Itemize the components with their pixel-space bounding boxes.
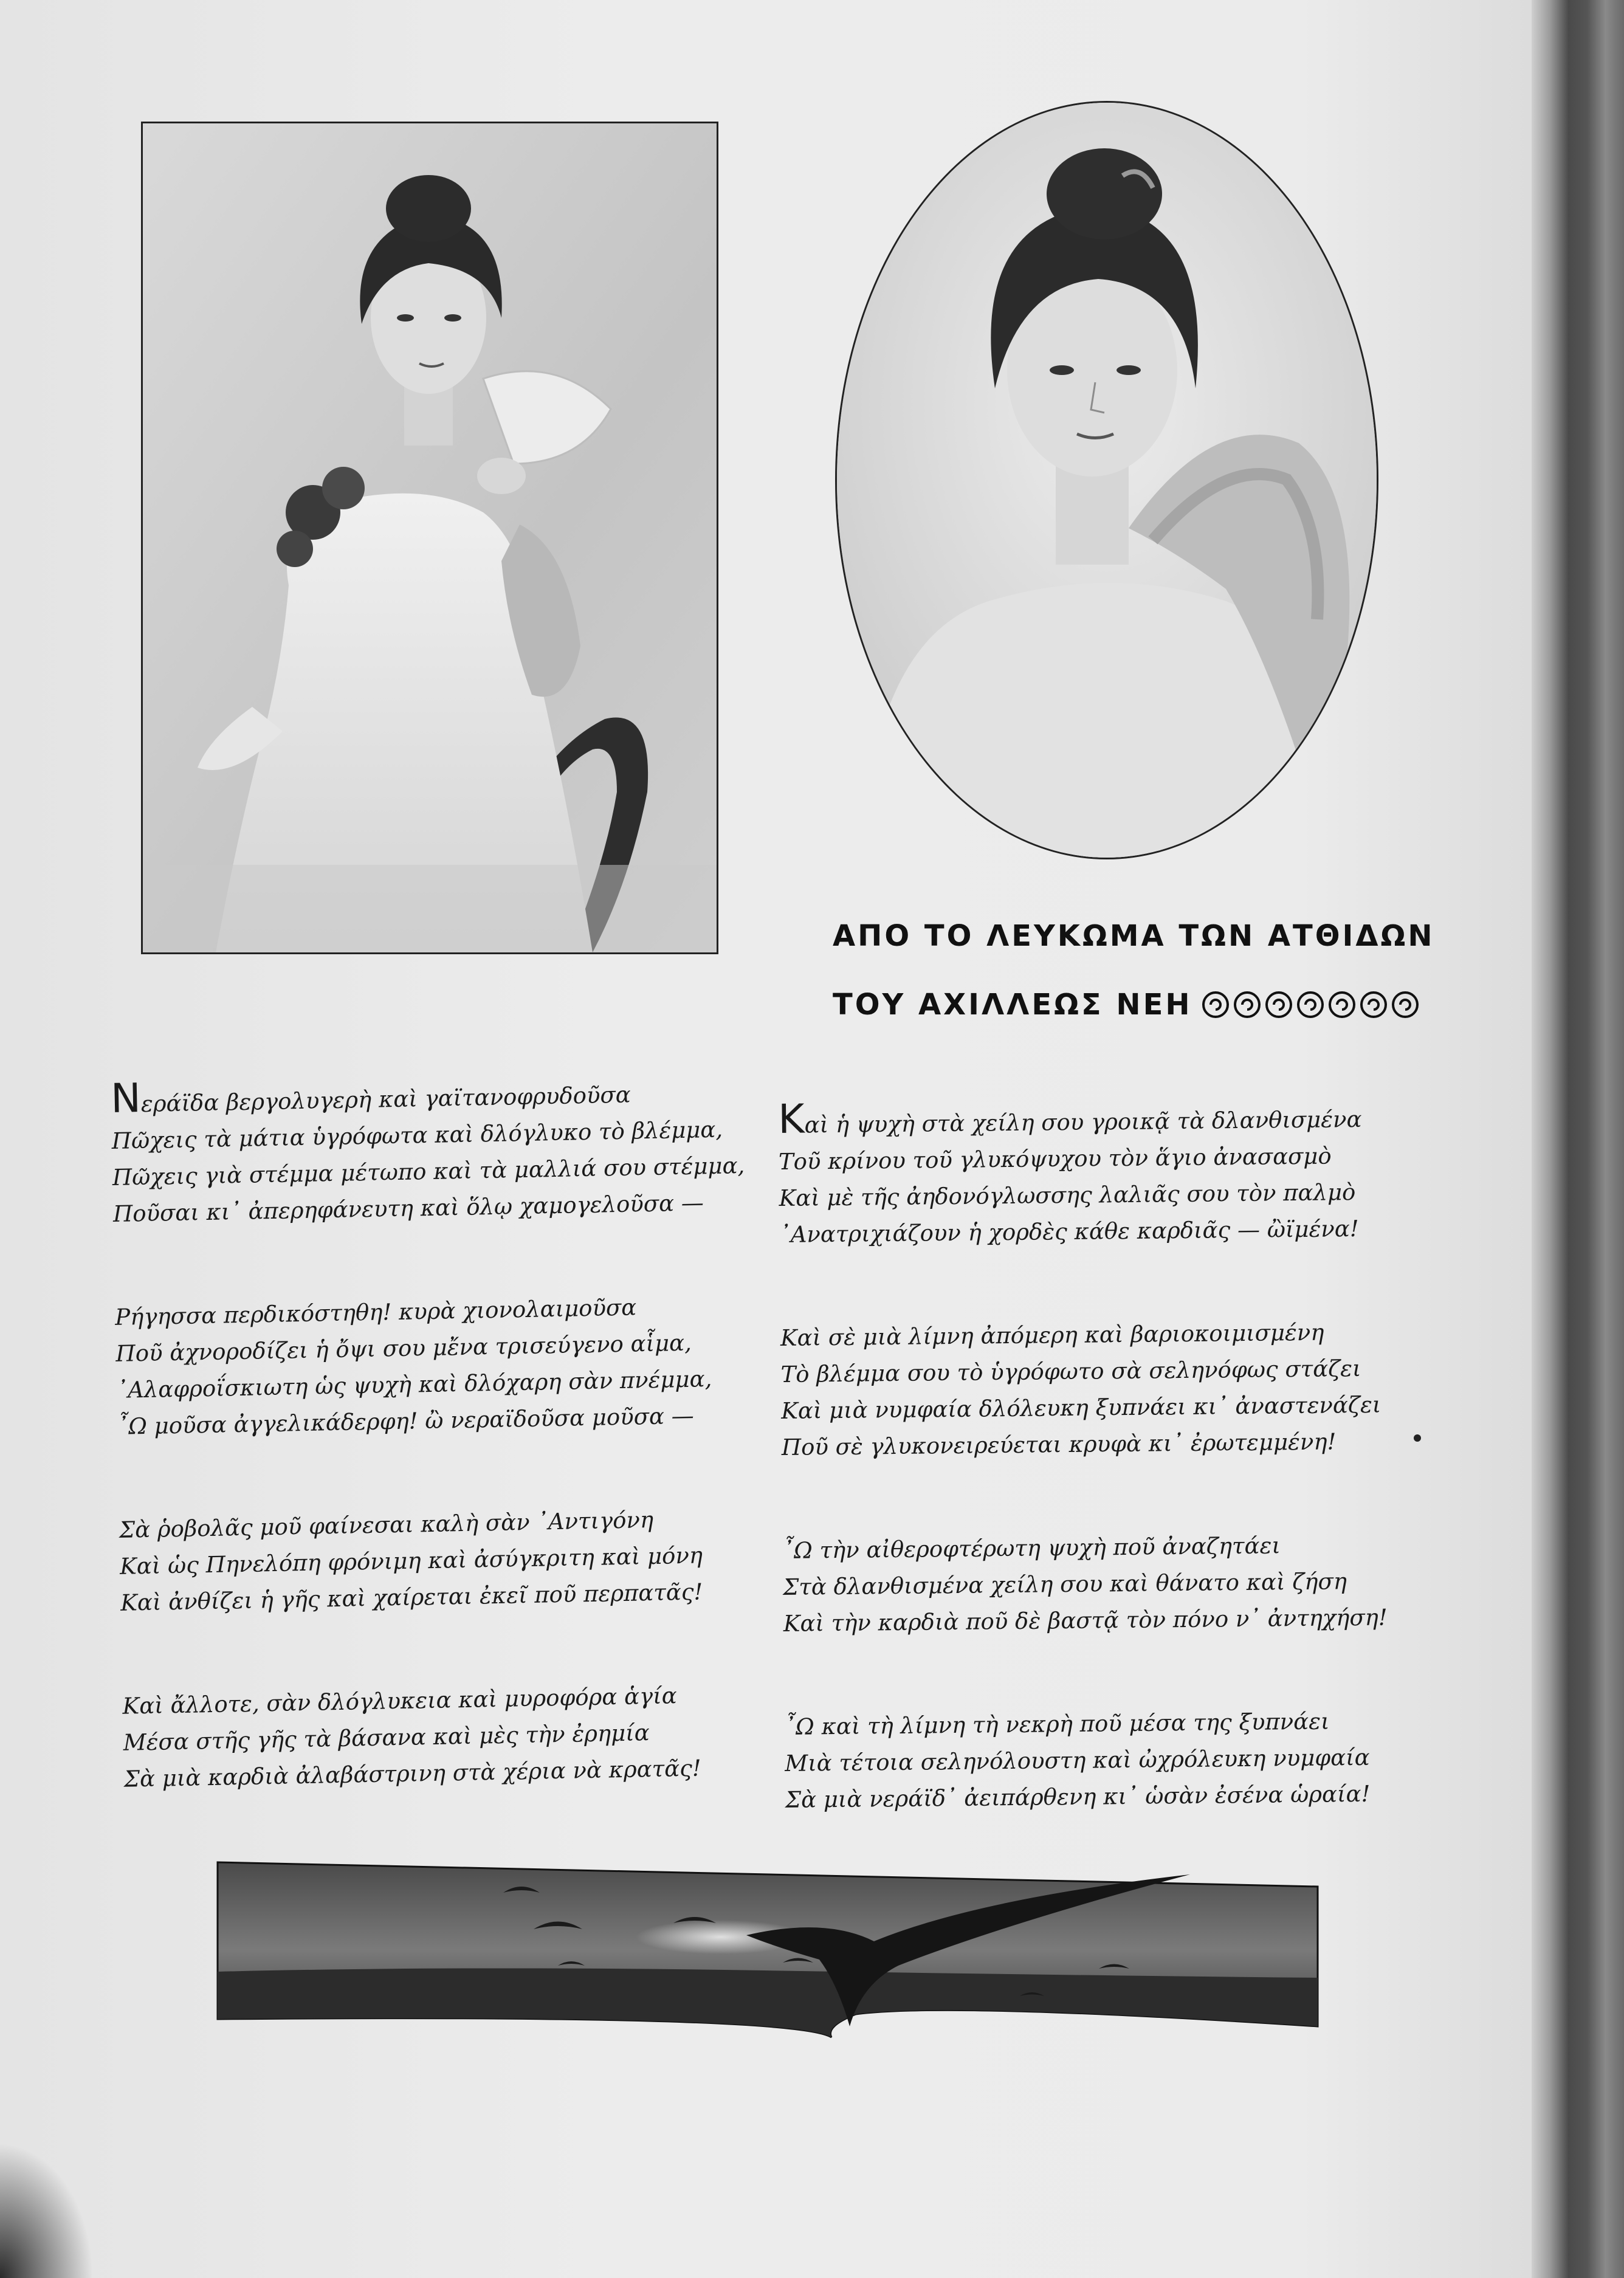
portrait-oval-woman	[835, 101, 1378, 859]
poem-line: Καὶ ὡς Πηνελόπη φρόνιμη καὶ ἀσύγκριτη καὶ μόνη	[119, 1542, 703, 1580]
drop-cap: N	[110, 1075, 142, 1122]
poem-line: Σὰ μιὰ καρδιὰ ἀλαβάστρινη στὰ χέρια νὰ κρατᾶς!	[123, 1755, 702, 1792]
poem-line: Πῶχεις τὰ μάτια ὑγρόφωτα καὶ δλόγλυκο τὸ βλέμμα,	[111, 1116, 723, 1154]
poem-line: Καὶ τὴν καρδιὰ ποῦ δὲ βαστᾷ τὸν πόνο ν᾿ ἀντηχήση!	[783, 1604, 1388, 1637]
poem-line: Καὶ σὲ μιὰ λίμνη ἀπόμερη καὶ βαριοκοιμισμένη	[780, 1319, 1324, 1351]
poem-stanza	[111, 1074, 776, 1233]
portrait-seated-woman	[141, 122, 718, 954]
author-name: ΤΟΥ ΑΧΙΛΛΕΩΣ ΝΕΗ	[833, 988, 1192, 1022]
corner-shadow	[0, 2120, 109, 2278]
poem-line: ῏Ω τὴν αἰθεροφτέρωτη ψυχὴ ποῦ ἀναζητάει	[782, 1532, 1281, 1564]
poem-stanza	[119, 1499, 783, 1622]
poem-line: ῏Ω καὶ τὴ λίμνη τὴ νεκρὴ ποῦ μέσα της ξυπνάει	[784, 1708, 1330, 1740]
poem-line-text: εράϊδα βεργολυγερὴ καὶ γαϊτανοφρυδοῦσα	[140, 1081, 631, 1118]
poem-line: Σὰ μιὰ νεράϊδ᾿ ἀειπάρθενη κι᾿ ὡσὰν ἐσένα ὡραία!	[785, 1780, 1371, 1813]
spiral-ornament-icon	[1391, 990, 1420, 1019]
poem-right-column	[777, 1095, 1430, 1885]
poem-line: Πῶχεις γιὰ στέμμα μέτωπο καὶ τὰ μαλλιά σου στέμμα,	[112, 1152, 745, 1191]
poem-line: Σὰ ῥοβολᾶς μοῦ φαίνεσαι καλὴ σὰν ᾿Αντιγόνη	[119, 1506, 654, 1543]
seascape-engraving	[218, 1862, 1318, 2037]
poem-stanza	[115, 1287, 780, 1445]
spiral-ornament-icon	[1327, 990, 1357, 1019]
spiral-ornament-icon	[1201, 990, 1230, 1019]
margin-ink-spot	[1414, 1434, 1421, 1442]
poem-line: Μέσα στῆς γῆς τὰ βάσανα καὶ μὲς τὴν ἐρημία	[123, 1719, 650, 1756]
spiral-ornament-icon	[1233, 990, 1262, 1019]
poem-line: Τὸ βλέμμα σου τὸ ὑγρόφωτο σὰ σεληνόφως στάζει	[780, 1355, 1361, 1388]
portrait-oval-illustration	[837, 103, 1377, 858]
page-title-line-2	[833, 988, 1380, 1022]
poem-line: Ποῦσαι κι᾿ ἀπερηφάνευτη καὶ ὅλῳ χαμογελοῦσα —	[112, 1189, 704, 1227]
spiral-ornament-icon	[1359, 990, 1388, 1019]
poem-line: ᾿Αλαφροΐσκιωτη ὡς ψυχὴ καὶ δλόχαρη σὰν πνέμμα,	[116, 1366, 712, 1403]
poem-stanza	[122, 1676, 786, 1798]
poem-line	[777, 1095, 1423, 1144]
poem-stanza	[777, 1095, 1423, 1253]
portrait-seated-illustration	[143, 123, 717, 952]
poem-line: ῏Ω μοῦσα ἀγγελικάδερφη! ὢ νεραϊδοῦσα μοῦσα —	[117, 1402, 694, 1440]
spiral-ornament-icon	[1264, 990, 1293, 1019]
poem-line: Ποῦ σὲ γλυκονειρεύεται κρυφὰ κι᾿ ἐρωτεμμένη!	[781, 1428, 1337, 1461]
page-title-line-1: ΑΠΟ ΤΟ ΛΕΥΚΩΜΑ ΤΩΝ ΑΤΘΙΔΩΝ	[833, 919, 1435, 953]
spiral-ornament-icon	[1296, 990, 1325, 1019]
poem-line: Ρήγησσα περδικόστηθη! κυρὰ χιονολαιμοῦσα	[114, 1294, 637, 1330]
poem-line: Τοῦ κρίνου τοῦ γλυκόψυχου τὸν ἅγιο ἀνασασμὸ	[778, 1143, 1332, 1175]
poem-line: Καὶ μὲ τῆς ἀηδονόγλωσσης λαλιᾶς σου τὸν παλμὸ	[779, 1179, 1356, 1211]
title-ornament	[1199, 990, 1420, 1019]
poem-stanza	[780, 1313, 1426, 1466]
poem-line: Στὰ δλανθισμένα χείλη σου καὶ θάνατο καὶ ζήση	[783, 1568, 1347, 1600]
poem-line: Μιὰ τέτοια σεληνόλουστη καὶ ὠχρόλευκη νυμφαία	[785, 1744, 1370, 1777]
poem-line: ᾿Ανατριχιάζουν ἡ χορδὲς κάθε καρδιᾶς — ὢϊμένα!	[779, 1216, 1359, 1248]
book-spine	[1532, 0, 1624, 2278]
poem-line-text: αὶ ἡ ψυχὴ στὰ χείλη σου γροικᾷ τὰ δλανθισμένα	[804, 1106, 1362, 1138]
poem-line: Καὶ ἄλλοτε, σὰν δλόγλυκεια καὶ μυροφόρα ἁγία	[122, 1682, 678, 1719]
poem-stanza	[782, 1526, 1428, 1642]
poem-line: Ποῦ ἀχνοροδίζει ἡ ὄψι σου μἔνα τρισεύγενο αἷμα,	[115, 1329, 692, 1367]
poem-line: Καὶ μιὰ νυμφαία δλόλευκη ξυπνάει κι᾿ ἀναστενάζει	[781, 1391, 1381, 1424]
drop-cap: K	[777, 1095, 805, 1143]
poem-line: Καὶ ἀνθίζει ἡ γῆς καὶ χαίρεται ἐκεῖ ποῦ περπατᾶς!	[120, 1578, 703, 1616]
poem-left-column	[111, 1074, 788, 1865]
poem-stanza	[784, 1702, 1430, 1819]
